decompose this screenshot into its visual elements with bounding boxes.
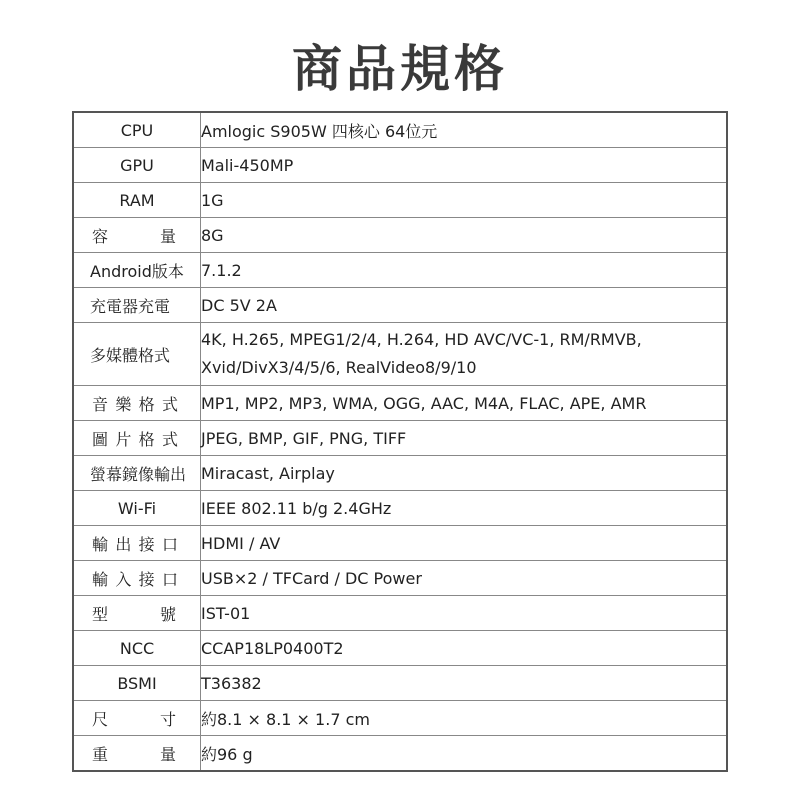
spec-label: 重量 [73,736,201,772]
page-title: 商品規格 [292,40,508,98]
table-row [73,386,727,421]
spec-value: JPEG, BMP, GIF, PNG, TIFF [201,421,728,456]
spec-value: Miracast, Airplay [201,456,728,491]
spec-value: 約96 g [201,736,728,772]
spec-label: NCC [73,631,201,666]
spec-value: DC 5V 2A [201,288,728,323]
table-row [73,631,727,666]
spec-label: Android版本 [73,253,201,288]
spec-value: 4K, H.265, MPEG1/2/4, H.264, HD AVC/VC-1, RM/RMVB, Xvid/DivX3/4/5/6, RealVideo8/9/10 [201,323,728,386]
table-row [73,112,727,148]
spec-value: T36382 [201,666,728,701]
spec-value: HDMI / AV [201,526,728,561]
spec-label: 多媒體格式 [73,323,201,386]
table-row [73,148,727,183]
spec-label: Wi-Fi [73,491,201,526]
spec-label: 輸入接口 [73,561,201,596]
table-row [73,218,727,253]
table-row [73,421,727,456]
spec-label: 尺寸 [73,701,201,736]
spec-value: 8G [201,218,728,253]
spec-label: 型號 [73,596,201,631]
table-row [73,183,727,218]
spec-label: 容量 [73,218,201,253]
table-row [73,596,727,631]
spec-value: USB×2 / TFCard / DC Power [201,561,728,596]
spec-value: Mali-450MP [201,148,728,183]
spec-value: 1G [201,183,728,218]
table-row [73,323,727,386]
table-row [73,456,727,491]
spec-label: BSMI [73,666,201,701]
spec-label: 輸出接口 [73,526,201,561]
spec-table [72,111,728,772]
table-row [73,561,727,596]
spec-value: Amlogic S905W 四核心 64位元 [201,112,728,148]
spec-value: IEEE 802.11 b/g 2.4GHz [201,491,728,526]
spec-label: 圖片格式 [73,421,201,456]
spec-label: 充電器充電 [73,288,201,323]
table-row [73,253,727,288]
spec-value: MP1, MP2, MP3, WMA, OGG, AAC, M4A, FLAC, APE, AMR [201,386,728,421]
spec-value: 7.1.2 [201,253,728,288]
spec-label: 音樂格式 [73,386,201,421]
spec-value: IST-01 [201,596,728,631]
table-row [73,736,727,772]
table-row [73,701,727,736]
table-row [73,491,727,526]
spec-value: 約8.1 × 8.1 × 1.7 cm [201,701,728,736]
table-row [73,288,727,323]
table-row [73,666,727,701]
spec-label: GPU [73,148,201,183]
spec-label: 螢幕鏡像輸出 [73,456,201,491]
spec-value: CCAP18LP0400T2 [201,631,728,666]
spec-label: CPU [73,112,201,148]
table-row [73,526,727,561]
spec-label: RAM [73,183,201,218]
